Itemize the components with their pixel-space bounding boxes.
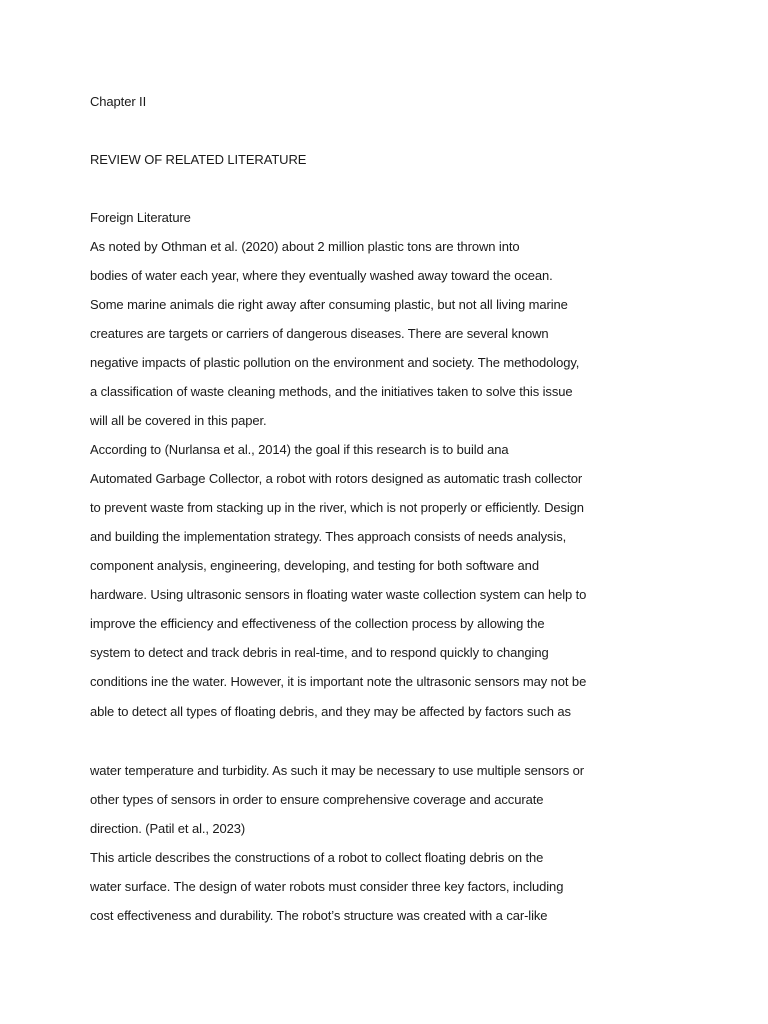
- body-line: conditions ine the water. However, it is important note the ultrasonic sensors may not be: [90, 674, 587, 689]
- body-line: will all be covered in this paper.: [90, 413, 267, 428]
- body-line: bodies of water each year, where they eventually washed away toward the ocean.: [90, 268, 553, 283]
- body-line: able to detect all types of floating debris, and they may be affected by factors such as: [90, 704, 571, 719]
- body-line: a classification of waste cleaning methods, and the initiatives taken to solve this issue: [90, 384, 573, 399]
- body-line: creatures are targets or carriers of dangerous diseases. There are several known: [90, 326, 549, 341]
- body-line: hardware. Using ultrasonic sensors in floating water waste collection system can help to: [90, 587, 587, 602]
- body-line: system to detect and track debris in real-time, and to respond quickly to changing: [90, 645, 549, 660]
- body-line: negative impacts of plastic pollution on the environment and society. The methodology,: [90, 355, 580, 370]
- body-line: According to (Nurlansa et al., 2014) the goal if this research is to build ana: [90, 442, 509, 457]
- body-line: Some marine animals die right away after consuming plastic, but not all living marine: [90, 297, 568, 312]
- body-line: and building the implementation strategy. Thes approach consists of needs analysis,: [90, 529, 567, 544]
- body-line: water surface. The design of water robots must consider three key factors, including: [90, 879, 564, 894]
- chapter-heading: Chapter II: [90, 94, 147, 109]
- body-line: This article describes the constructions of a robot to collect floating debris on the: [90, 850, 544, 865]
- body-line: other types of sensors in order to ensure comprehensive coverage and accurate: [90, 792, 544, 807]
- body-line: direction. (Patil et al., 2023): [90, 821, 246, 836]
- body-line: to prevent waste from stacking up in the river, which is not properly or efficiently. Design: [90, 500, 584, 515]
- section-title: REVIEW OF RELATED LITERATURE: [90, 152, 307, 167]
- body-line: water temperature and turbidity. As such it may be necessary to use multiple sensors or: [90, 763, 584, 778]
- body-line: cost effectiveness and durability. The robot’s structure was created with a car-like: [90, 908, 548, 923]
- body-line: Automated Garbage Collector, a robot with rotors designed as automatic trash collector: [90, 471, 583, 486]
- body-line: As noted by Othman et al. (2020) about 2 million plastic tons are thrown into: [90, 239, 520, 254]
- body-line: component analysis, engineering, developing, and testing for both software and: [90, 558, 539, 573]
- subsection-title: Foreign Literature: [90, 210, 191, 225]
- body-line: improve the efficiency and effectiveness of the collection process by allowing the: [90, 616, 545, 631]
